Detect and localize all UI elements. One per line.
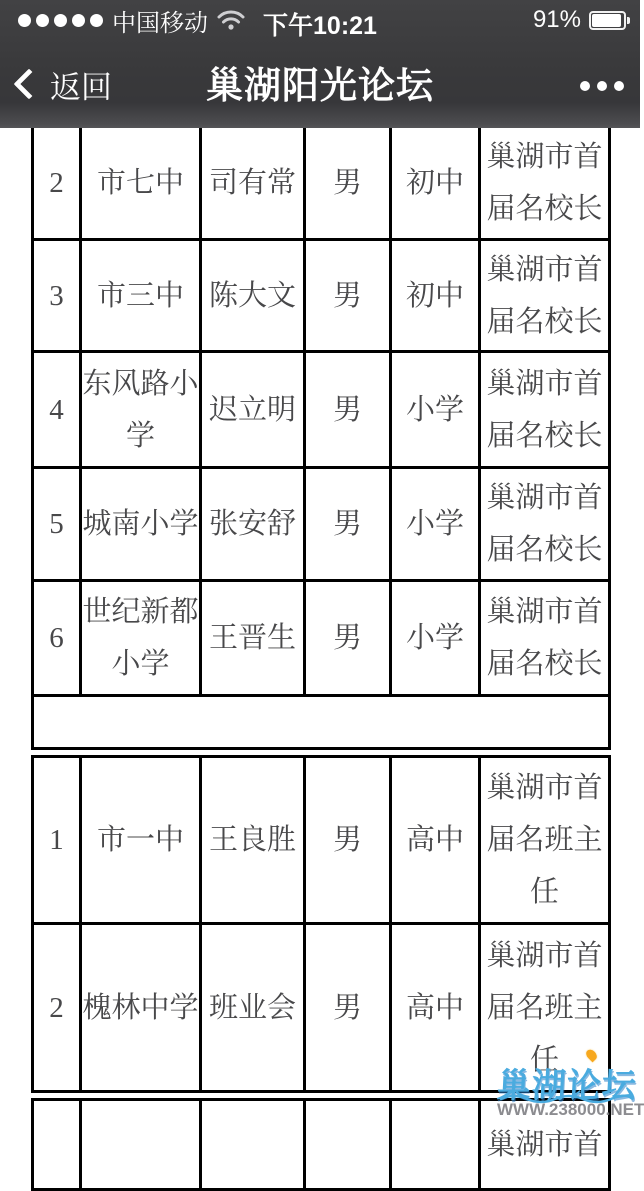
signal-strength-icon <box>18 14 103 27</box>
cell-index: 2 <box>33 924 81 1092</box>
cell-index: 1 <box>33 757 81 924</box>
table-row <box>33 581 610 696</box>
table-row <box>33 240 610 352</box>
cell-gender: 男 <box>305 468 391 581</box>
cell-level <box>391 1100 480 1190</box>
carrier-label: 中国移动 <box>112 9 208 37</box>
clock: 下午10:21 <box>263 12 377 40</box>
table-row <box>33 1100 610 1190</box>
cell-level: 初中 <box>391 240 480 352</box>
cell-index: 4 <box>33 352 81 468</box>
cell-name: 张安舒 <box>201 468 305 581</box>
forum-url: WWW.238000.NET <box>497 1100 644 1119</box>
cell-index: 6 <box>33 581 81 696</box>
cell-level: 高中 <box>391 757 480 924</box>
header <box>0 0 640 128</box>
cell-title: 巢湖市首届名班主任 <box>480 924 610 1092</box>
cell-title: 巢湖市首届名校长 <box>480 127 610 240</box>
principals-table <box>31 125 611 750</box>
cell-gender: 男 <box>305 352 391 468</box>
cell-name <box>201 1100 305 1190</box>
nav-bar <box>0 40 640 128</box>
cell-name: 司有常 <box>201 127 305 240</box>
cell-level: 小学 <box>391 581 480 696</box>
cell-gender: 男 <box>305 581 391 696</box>
cell-level: 高中 <box>391 924 480 1092</box>
cell-name: 班业会 <box>201 924 305 1092</box>
table-row <box>33 924 610 1092</box>
cell-gender: 男 <box>305 757 391 924</box>
cell-level: 初中 <box>391 127 480 240</box>
status-right <box>533 0 626 40</box>
cell-school: 市七中 <box>81 127 201 240</box>
cell-name: 王晋生 <box>201 581 305 696</box>
cell-level: 小学 <box>391 468 480 581</box>
cell-title: 巢湖市首届名校长 <box>480 352 610 468</box>
separator-cell <box>33 696 610 749</box>
status-bar <box>0 0 640 40</box>
cell-name: 迟立明 <box>201 352 305 468</box>
cell-school: 世纪新都小学 <box>81 581 201 696</box>
status-left <box>18 0 244 40</box>
post-content-scroll-area[interactable] <box>0 128 644 1161</box>
separator-row <box>33 696 610 749</box>
cell-title: 巢湖市首 <box>480 1100 610 1190</box>
cell-gender: 男 <box>305 924 391 1092</box>
cell-school: 市一中 <box>81 757 201 924</box>
cell-gender: 男 <box>305 127 391 240</box>
partial-row-table <box>31 1098 611 1191</box>
cell-school: 槐林中学 <box>81 924 201 1092</box>
table-row <box>33 352 610 468</box>
page-title: 巢湖阳光论坛 <box>206 64 434 106</box>
chevron-left-icon <box>13 68 44 99</box>
cell-index: 2 <box>33 127 81 240</box>
cell-school: 市三中 <box>81 240 201 352</box>
more-menu-button[interactable] <box>580 74 624 98</box>
cell-title: 巢湖市首届名校长 <box>480 581 610 696</box>
cell-title: 巢湖市首届名班主任 <box>480 757 610 924</box>
back-label: 返回 <box>50 69 112 105</box>
cell-title: 巢湖市首届名校长 <box>480 240 610 352</box>
cell-index: 3 <box>33 240 81 352</box>
battery-icon <box>589 11 626 30</box>
cell-school: 东风路小学 <box>81 352 201 468</box>
cell-name: 陈大文 <box>201 240 305 352</box>
table-row <box>33 757 610 924</box>
cell-level: 小学 <box>391 352 480 468</box>
wifi-icon <box>218 10 244 30</box>
cell-title: 巢湖市首届名校长 <box>480 468 610 581</box>
cell-gender <box>305 1100 391 1190</box>
back-button[interactable] <box>16 58 112 110</box>
table-row <box>33 127 610 240</box>
cell-index <box>33 1100 81 1190</box>
forum-logo: 巢湖论坛 <box>495 1068 638 1105</box>
cell-school: 城南小学 <box>81 468 201 581</box>
head-teachers-table <box>31 755 611 1093</box>
cell-gender: 男 <box>305 240 391 352</box>
battery-percent: 91% <box>532 6 581 33</box>
ellipsis-icon <box>580 81 590 91</box>
table-row <box>33 468 610 581</box>
cell-school <box>81 1100 201 1190</box>
cell-name: 王良胜 <box>201 757 305 924</box>
cell-index: 5 <box>33 468 81 581</box>
